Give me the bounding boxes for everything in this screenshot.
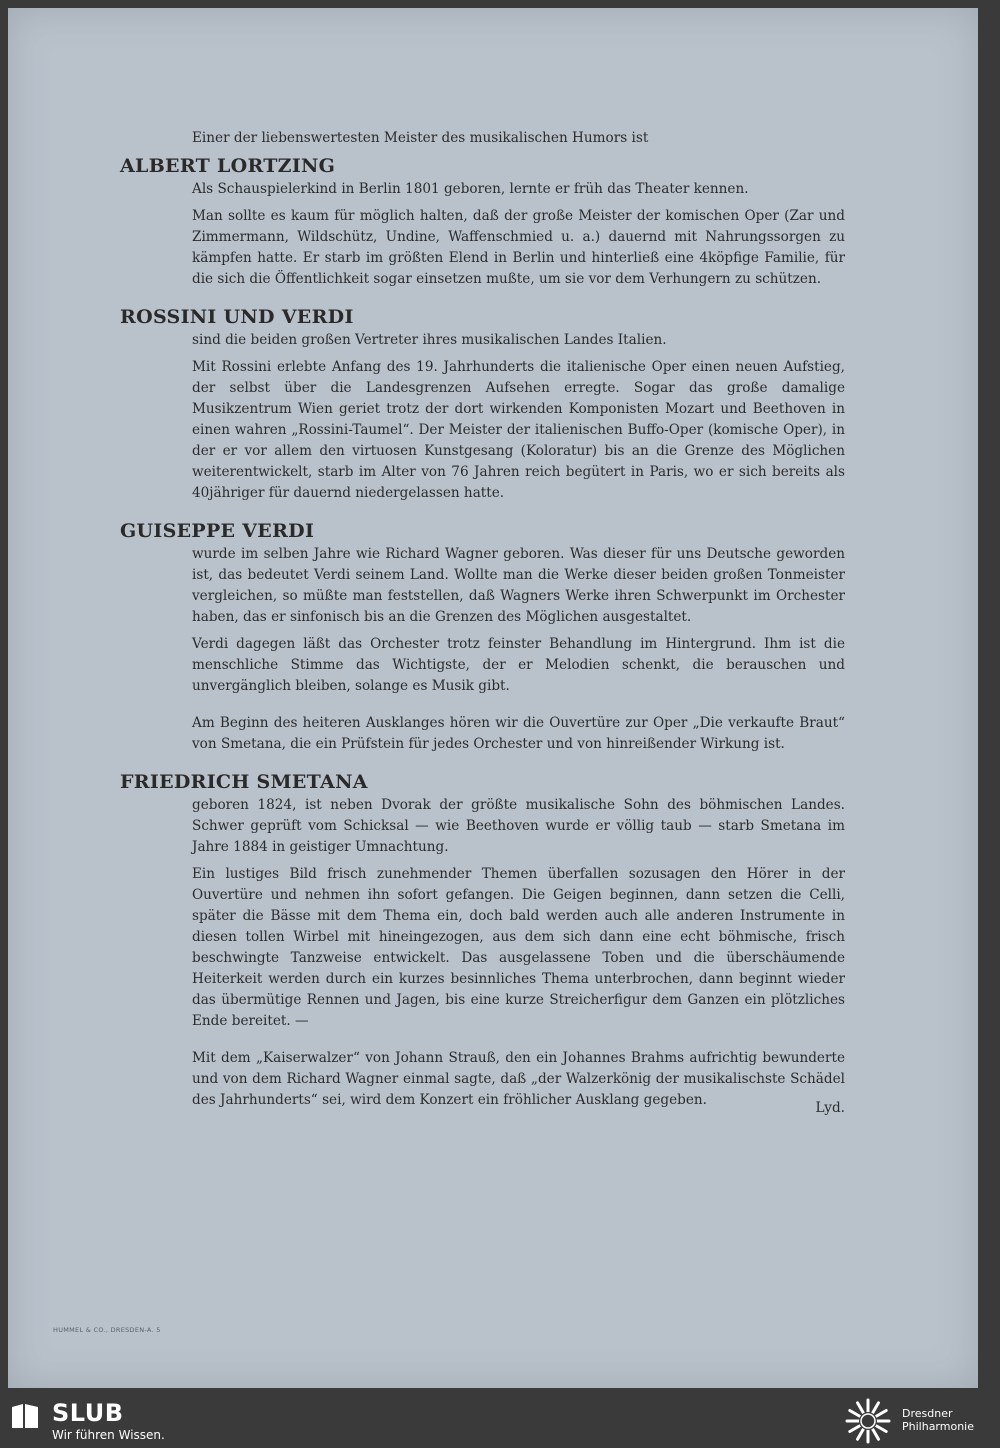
transition-note: Am Beginn des heiteren Ausklanges hören wir die Ouvertüre zur Oper „Die verkaufte Braut“ von Smetana, die ein Prüfstein für jedes Orchester und von hinreißender Wirkung ist. [192, 715, 845, 752]
book-icon [10, 1401, 40, 1431]
section-heading: GUISEPPE VERDI [120, 520, 315, 542]
section-heading: ROSSINI UND VERDI [120, 306, 354, 328]
paragraph: Mit Rossini erlebte Anfang des 19. Jahrhunderts die italienische Oper einen neuen Aufstieg, der selbst über die Landesgrenzen Aufsehen erregte. Sogar das große damalige Musikzentrum Wien geriet trotz der dort wirkenden Komponisten Mozart und Beethoven in einen wahren „Rossini-Taumel“. Der Meister der italienischen Buffo-Oper (komische Oper), in der er vor allem den virtuosen Kunstgesang (Koloratur) bis an die Grenze des Möglichen weiterentwickelt, starb im Alter von 76 Jahren reich begütert in Paris, wo er sich bereits als 40jähriger für dauernd niedergelassen hatte. [192, 359, 845, 501]
paragraph: sind die beiden großen Vertreter ihres musikalischen Landes Italien. [192, 332, 667, 348]
paragraph: Verdi dagegen läßt das Orchester trotz feinster Behandlung im Hintergrund. Ihm ist die menschliche Stimme das Wichtigste, der er Melodien schenkt, die berauschen und unvergänglich bleiben, solange es Musik gibt. [192, 636, 845, 694]
closing-note: Mit dem „Kaiserwalzer“ von Johann Strauß, den ein Johannes Brahms aufrichtig bewunderte und von dem Richard Wagner einmal sagte, daß „der Walzerkönig der musikalischste Schädel des Jahrhunderts“ sei, wird dem Konzert ein fröhlicher Ausklang gegeben. [192, 1050, 845, 1108]
section-heading: FRIEDRICH SMETANA [120, 771, 368, 793]
sunburst-icon [842, 1398, 894, 1444]
document-body [120, 120, 845, 1119]
paragraph: Man sollte es kaum für möglich halten, daß der große Meister der komischen Oper (Zar und Zimmermann, Wildschütz, Undine, Waffenschmied u. a.) dauernd mit Nahrungssorgen zu kämpfen hatte. Er starb im größten Elend in Berlin und hinterließ eine 4köpfige Familie, für die sich die Öffentlichkeit sogar einsetzen mußte, um sie vor dem Verhungern zu schützen. [192, 208, 845, 287]
paragraph: wurde im selben Jahre wie Richard Wagner geboren. Was dieser für uns Deutsche geworden ist, das bedeutet Verdi seinem Land. Wollte man die Werke dieser beiden großen Tonmeister vergleichen, so müßte man feststellen, daß Wagners Werke ihren Schwerpunkt im Orchester haben, das er sinfonisch bis an die Grenzen des Möglichen ausgestaltet. [192, 546, 845, 625]
author-signature: Lyd. [815, 1100, 845, 1116]
section-heading: ALBERT LORTZING [120, 155, 336, 177]
paragraph: Als Schauspielerkind in Berlin 1801 geboren, lernte er früh das Theater kennen. [192, 181, 749, 197]
paragraph: Ein lustiges Bild frisch zunehmender Themen überfallen sozusagen den Hörer in der Ouvertüre und nehmen ihn sofort gefangen. Die Geigen beginnen, dann setzen die Celli, später die Bässe mit dem Thema ein, doch bald werden auch alle anderen Instrumente in diesen tollen Wirbel mit hineingezogen, aus dem sich dann eine echt böhmische, frisch beschwingte Tanzweise entwickelt. Das ausgelassene Toben und die überschäumende Heiterkeit werden durch ein kurzes besinnliches Thema unterbrochen, dann beginnt wieder das übermütige Rennen und Jagen, bis eine kurze Streicherfigur dem Ganzen ein plötzliches Ende bereitet. — [192, 866, 845, 1029]
printer-imprint: HUMMEL & CO., DRESDEN-A. 5 [53, 1326, 161, 1334]
program-sheet [8, 8, 978, 1388]
slub-name: SLUB [52, 1399, 124, 1427]
section-rossini-verdi [120, 304, 845, 504]
section-smetana [120, 769, 845, 1119]
partner-name-line2: Philharmonie [902, 1420, 974, 1433]
viewer-footer [0, 1393, 1000, 1448]
partner-name [902, 1407, 997, 1433]
slub-tagline: Wir führen Wissen. [52, 1428, 165, 1442]
section-lortzing [120, 153, 845, 290]
partner-name-line1: Dresdner [902, 1407, 953, 1420]
intro-text: Einer der liebenswertesten Meister des musikalischen Humors ist [192, 130, 649, 146]
section-verdi [120, 518, 845, 755]
paragraph: geboren 1824, ist neben Dvorak der größte musikalische Sohn des böhmischen Landes. Schwer geprüft vom Schicksal — wie Beethoven wurde er völlig taub — starb Smetana im Jahre 1884 in geistiger Umnachtung. [192, 797, 845, 855]
